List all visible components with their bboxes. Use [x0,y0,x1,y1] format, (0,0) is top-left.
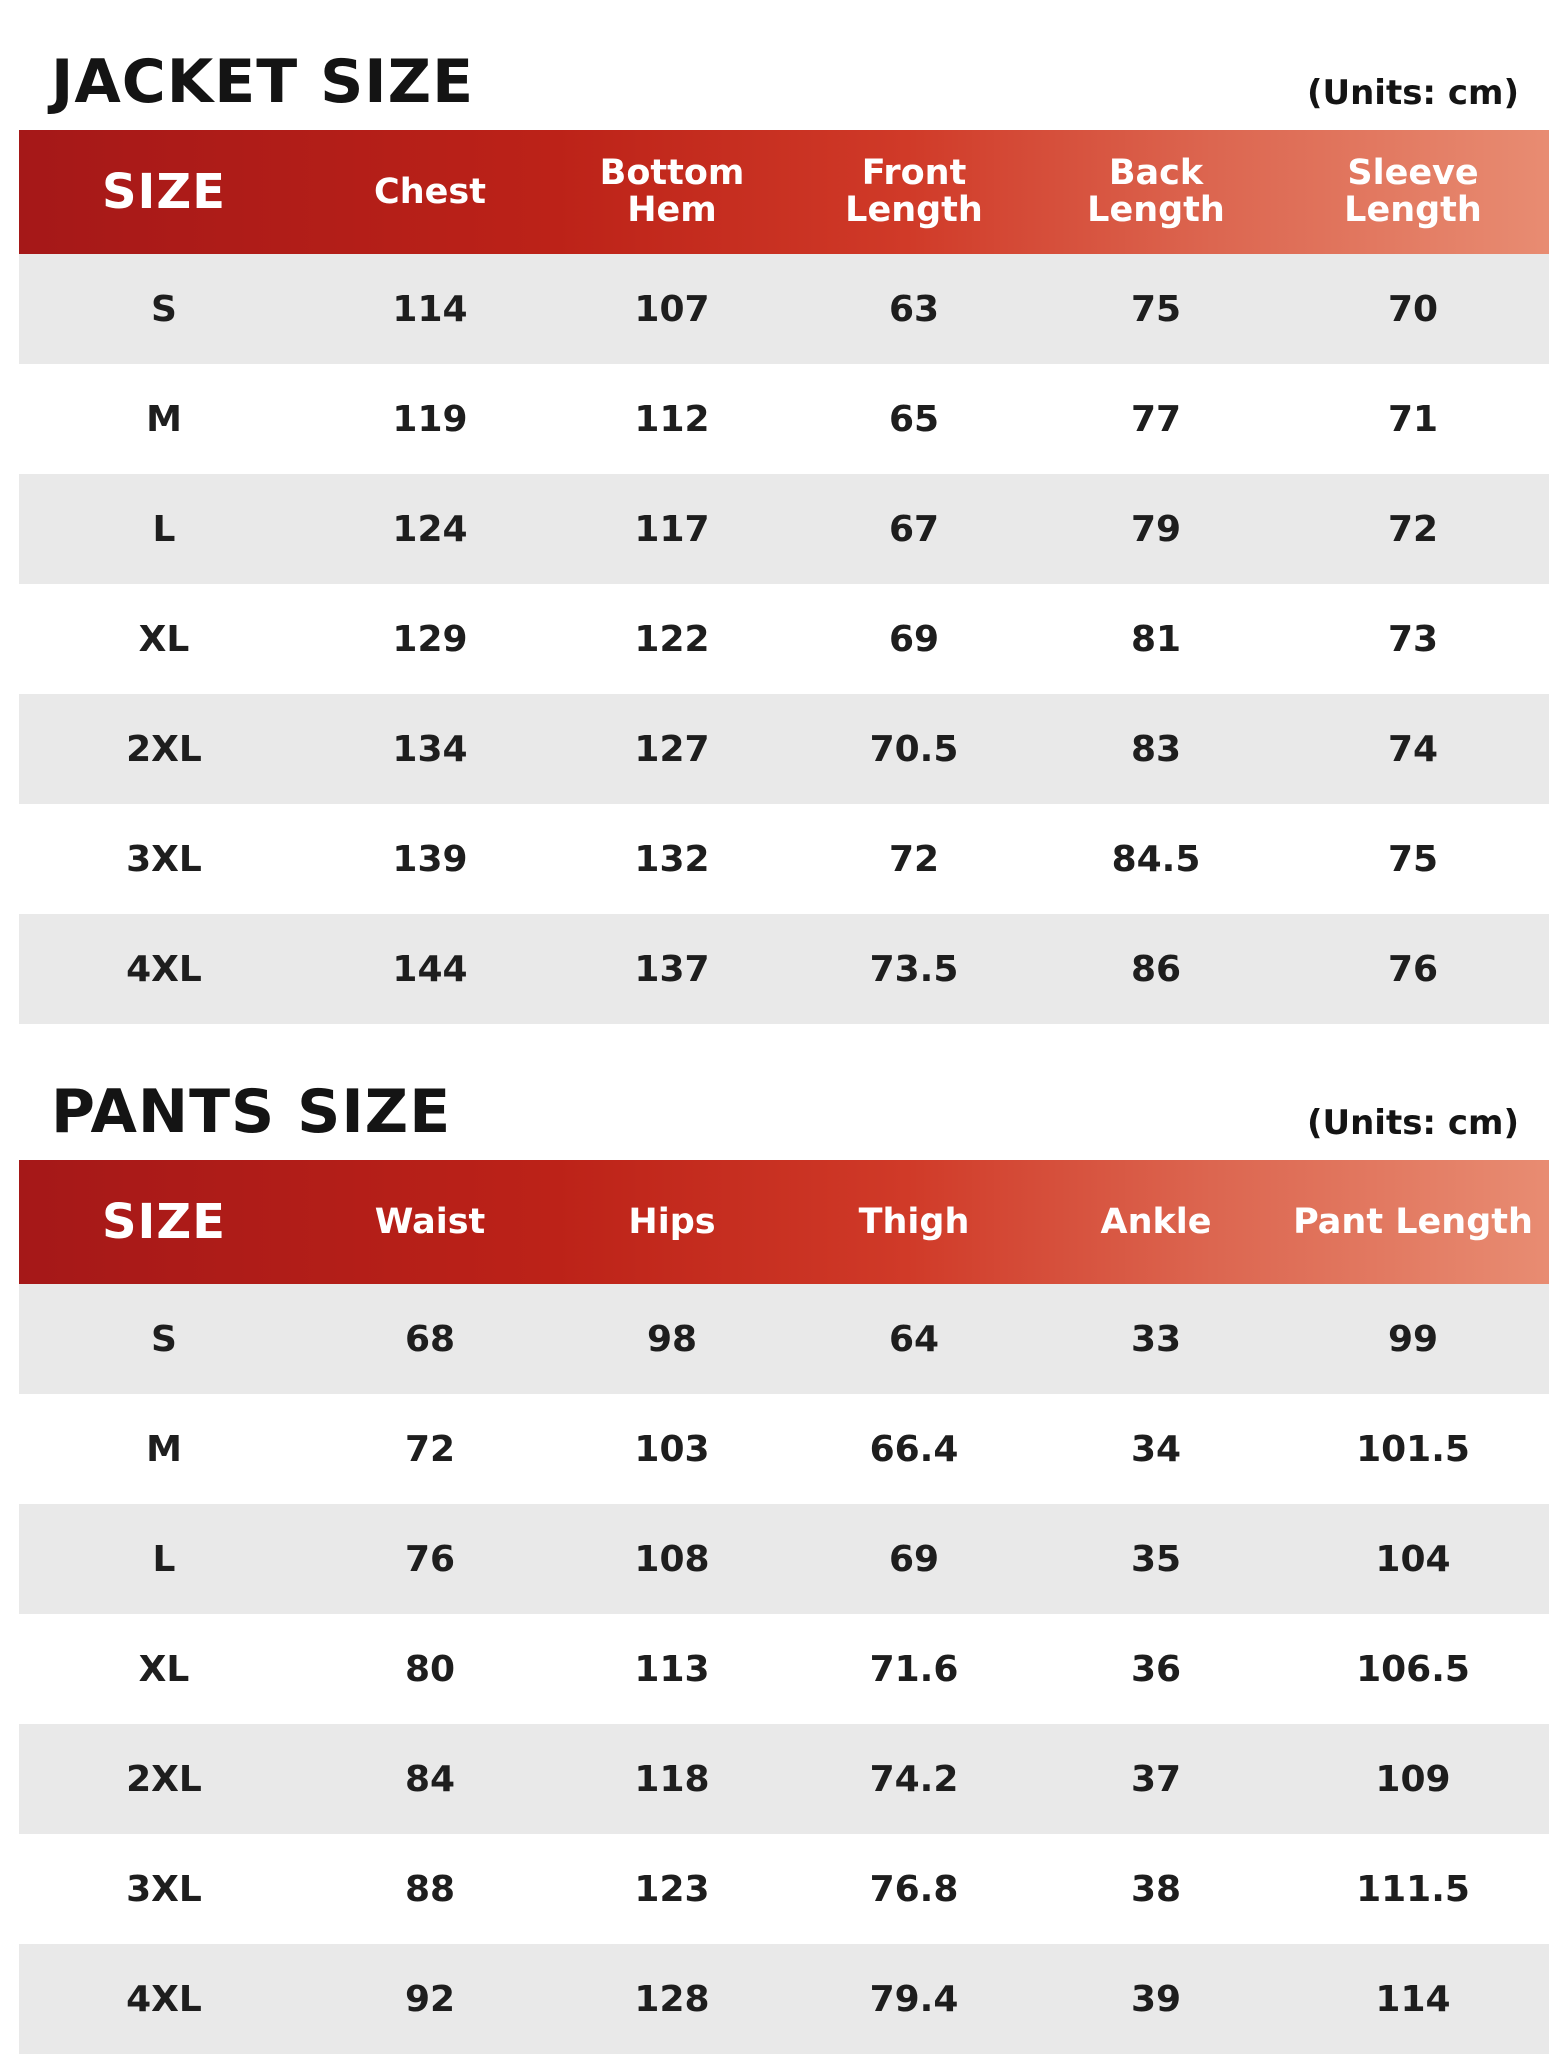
jacket-value-cell: 114 [392,288,468,330]
pants-section-header [19,1050,1549,1160]
pants-size-cell: S [151,1318,177,1360]
jacket-value-cell: 79 [1130,508,1182,550]
pants-value-cell: 99 [1387,1318,1439,1360]
pants-value-cell: 114 [1375,1978,1451,2020]
pants-size-table [19,1160,1549,2054]
pants-value-cell: 74.2 [869,1758,959,1800]
pants-table-row [19,1394,1549,1504]
pants-value-cell: 108 [634,1538,710,1580]
jacket-value-cell: 72 [1387,508,1439,550]
jacket-value-cell: 72 [888,838,940,880]
jacket-value-cell: 139 [392,838,468,880]
jacket-table-row [19,694,1549,804]
pants-value-cell: 101.5 [1356,1428,1470,1470]
pants-size-cell: 4XL [126,1978,202,2020]
pants-size-cell: 2XL [126,1758,202,1800]
pants-table-header [19,1160,1549,1284]
jacket-value-cell: 67 [888,508,940,550]
jacket-value-cell: 75 [1387,838,1439,880]
pants-size-cell: XL [138,1648,190,1690]
pants-value-cell: 92 [404,1978,456,2020]
jacket-size-cell: M [146,398,182,440]
jacket-header-chest: Chest [374,171,486,212]
jacket-value-cell: 119 [392,398,468,440]
pants-value-cell: 35 [1130,1538,1182,1580]
pants-size-title: PANTS SIZE [51,1077,452,1147]
jacket-size-cell: 4XL [126,948,202,990]
pants-value-cell: 103 [634,1428,710,1470]
pants-value-cell: 69 [888,1538,940,1580]
jacket-header-front-length: Front Length [845,153,983,230]
pants-value-cell: 104 [1375,1538,1451,1580]
pants-value-cell: 98 [646,1318,698,1360]
jacket-table-row [19,364,1549,474]
jacket-section-header [19,20,1549,130]
jacket-value-cell: 75 [1130,288,1182,330]
jacket-table-row [19,804,1549,914]
jacket-value-cell: 127 [634,728,710,770]
jacket-value-cell: 73 [1387,618,1439,660]
pants-header-pant-length: Pant Length [1293,1201,1533,1242]
jacket-size-title: JACKET SIZE [51,47,475,117]
pants-value-cell: 68 [404,1318,456,1360]
jacket-header-back-length: Back Length [1087,153,1225,230]
pants-value-cell: 34 [1130,1428,1182,1470]
pants-size-cell: M [146,1428,182,1470]
pants-size-section [19,1050,1549,2054]
jacket-units-label: (Units: cm) [1306,73,1519,113]
jacket-value-cell: 132 [634,838,710,880]
pants-value-cell: 109 [1375,1758,1451,1800]
jacket-table-row [19,584,1549,694]
jacket-table-header [19,130,1549,254]
pants-header-thigh: Thigh [858,1201,970,1242]
jacket-value-cell: 124 [392,508,468,550]
pants-value-cell: 39 [1130,1978,1182,2020]
pants-header-size: SIZE [101,1193,227,1250]
pants-value-cell: 128 [634,1978,710,2020]
jacket-value-cell: 69 [888,618,940,660]
pants-header-waist: Waist [374,1201,486,1242]
jacket-header-bottom-hem: Bottom Hem [599,153,745,230]
pants-value-cell: 33 [1130,1318,1182,1360]
jacket-table-body [19,254,1549,1024]
pants-table-row [19,1614,1549,1724]
pants-value-cell: 36 [1130,1648,1182,1690]
jacket-table-row [19,914,1549,1024]
pants-table-row [19,1284,1549,1394]
pants-table-body [19,1284,1549,2054]
pants-value-cell: 76.8 [869,1868,959,1910]
pants-value-cell: 84 [404,1758,456,1800]
jacket-value-cell: 122 [634,618,710,660]
jacket-value-cell: 84.5 [1111,838,1201,880]
pants-value-cell: 76 [404,1538,456,1580]
jacket-value-cell: 117 [634,508,710,550]
pants-value-cell: 113 [634,1648,710,1690]
pants-size-cell: L [152,1538,176,1580]
jacket-value-cell: 86 [1130,948,1182,990]
pants-value-cell: 37 [1130,1758,1182,1800]
jacket-header-row [19,130,1549,254]
jacket-size-table [19,130,1549,1024]
jacket-value-cell: 112 [634,398,710,440]
pants-value-cell: 118 [634,1758,710,1800]
pants-value-cell: 66.4 [869,1428,959,1470]
jacket-header-size: SIZE [101,163,227,220]
jacket-size-cell: L [152,508,176,550]
jacket-size-cell: 3XL [126,838,202,880]
jacket-value-cell: 63 [888,288,940,330]
jacket-value-cell: 74 [1387,728,1439,770]
pants-value-cell: 71.6 [869,1648,959,1690]
pants-value-cell: 106.5 [1356,1648,1470,1690]
pants-value-cell: 123 [634,1868,710,1910]
jacket-size-cell: 2XL [126,728,202,770]
pants-value-cell: 64 [888,1318,940,1360]
jacket-size-cell: XL [138,618,190,660]
pants-units-label: (Units: cm) [1306,1103,1519,1143]
pants-table-row [19,1944,1549,2054]
pants-header-row [19,1160,1549,1284]
jacket-value-cell: 76 [1387,948,1439,990]
pants-value-cell: 38 [1130,1868,1182,1910]
pants-value-cell: 80 [404,1648,456,1690]
jacket-size-section [19,20,1549,1024]
pants-header-hips: Hips [628,1201,716,1242]
jacket-value-cell: 83 [1130,728,1182,770]
jacket-size-cell: S [151,288,177,330]
jacket-value-cell: 70.5 [869,728,959,770]
jacket-value-cell: 71 [1387,398,1439,440]
jacket-value-cell: 81 [1130,618,1182,660]
jacket-table-row [19,474,1549,584]
jacket-header-sleeve-length: Sleeve Length [1344,153,1482,230]
jacket-value-cell: 70 [1387,288,1439,330]
jacket-value-cell: 134 [392,728,468,770]
jacket-value-cell: 65 [888,398,940,440]
jacket-value-cell: 107 [634,288,710,330]
pants-size-cell: 3XL [126,1868,202,1910]
pants-value-cell: 111.5 [1356,1868,1470,1910]
jacket-value-cell: 137 [634,948,710,990]
jacket-value-cell: 129 [392,618,468,660]
pants-header-ankle: Ankle [1100,1201,1212,1242]
pants-value-cell: 88 [404,1868,456,1910]
pants-value-cell: 79.4 [869,1978,959,2020]
jacket-table-row [19,254,1549,364]
jacket-value-cell: 144 [392,948,468,990]
pants-value-cell: 72 [404,1428,456,1470]
jacket-value-cell: 77 [1130,398,1182,440]
pants-table-row [19,1834,1549,1944]
pants-table-row [19,1504,1549,1614]
jacket-value-cell: 73.5 [869,948,959,990]
pants-table-row [19,1724,1549,1834]
